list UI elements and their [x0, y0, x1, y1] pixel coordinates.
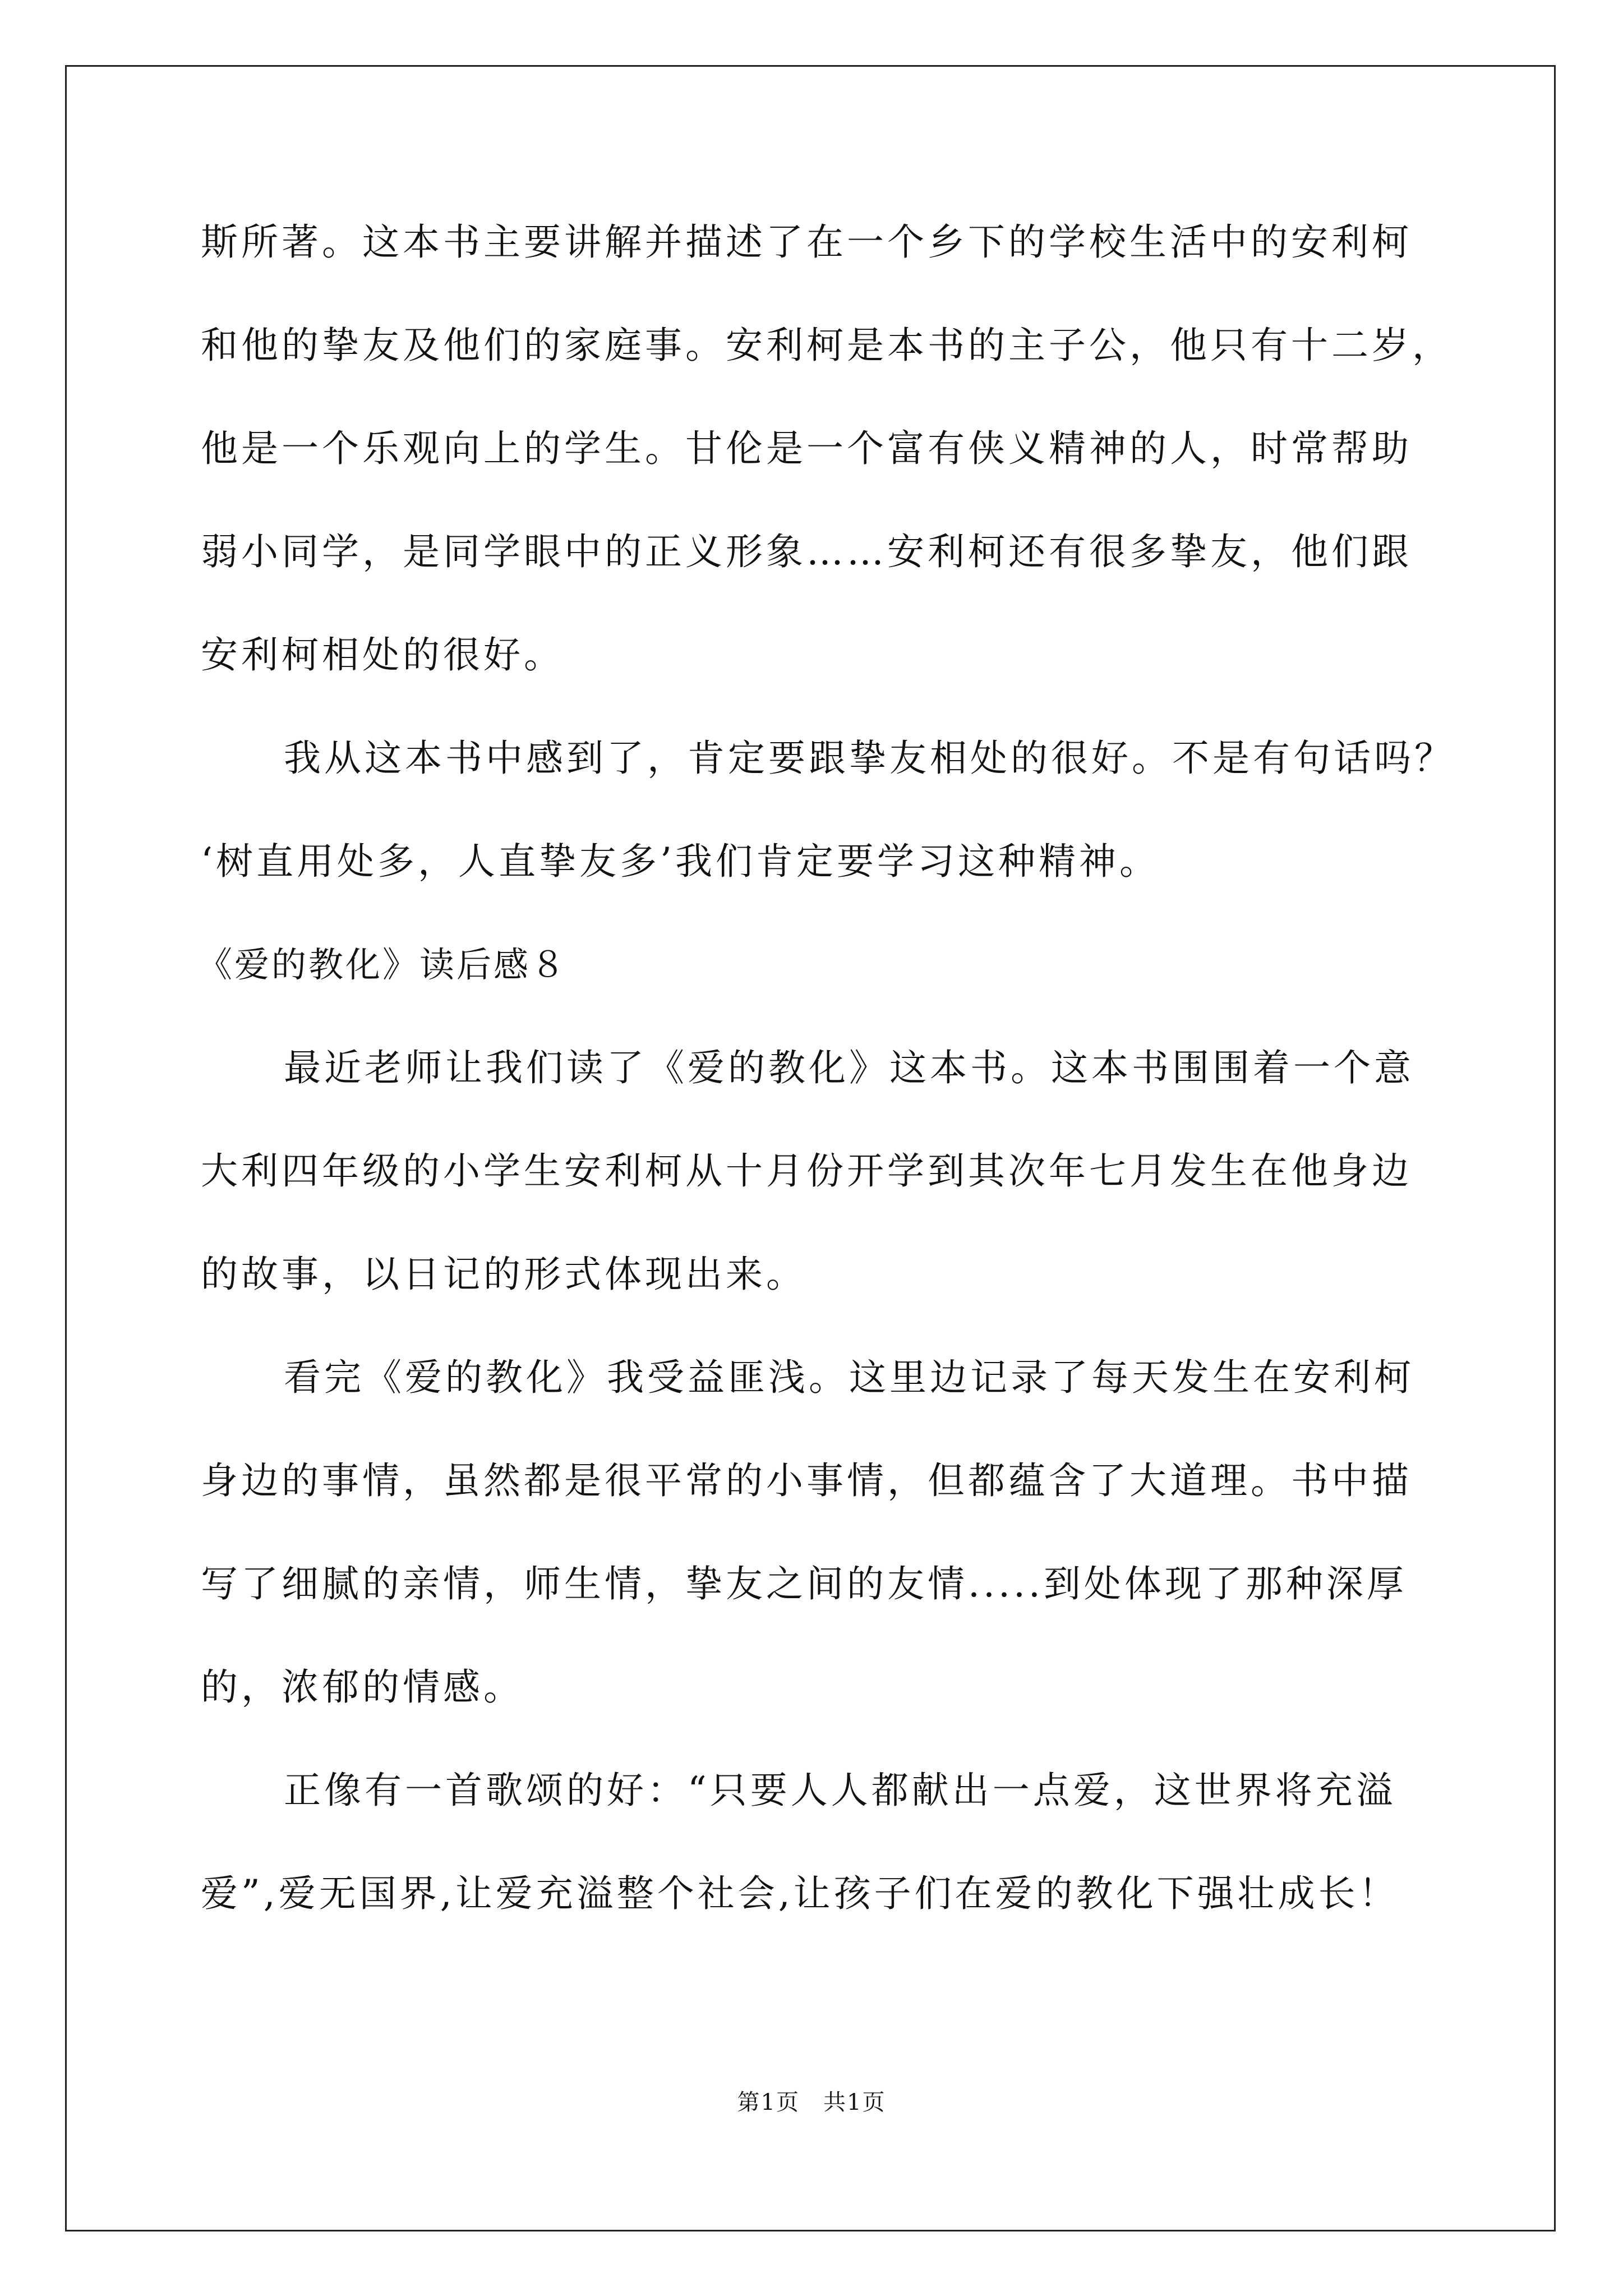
- paragraph-line: 看完《爱的教化》我受益匪浅。这里边记录了每天发生在安利柯: [284, 1356, 1414, 1399]
- page-footer: 第1页 共1页: [737, 2090, 886, 2115]
- paragraph-line: 的，浓郁的情感。: [201, 1665, 524, 1709]
- paragraph-line: 和他的挚友及他们的家庭事。安利柯是本书的主子公，他只有十二岁，: [201, 324, 1453, 367]
- paragraph-line: 最近老师让我们读了《爱的教化》这本书。这本书围围着一个意: [284, 1046, 1414, 1089]
- paragraph-line: 安利柯相处的很好。: [201, 633, 564, 677]
- paragraph-line: 大利四年级的小学生安利柯从十月份开学到其次年七月发生在他身边: [201, 1149, 1412, 1193]
- section-heading: 《爱的教化》读后感８: [197, 944, 568, 985]
- paragraph-line: 正像有一首歌颂的好：“只要人人都献出一点爱，这世界将充溢: [284, 1769, 1396, 1812]
- paragraph-line: 的故事，以日记的形式体现出来。: [201, 1253, 806, 1296]
- paragraph-line: ‘树直用处多，人直挚友多’我们肯定要学习这种精神。: [201, 840, 1160, 883]
- paragraph-line: 写了细腻的亲情，师生情，挚友之间的友情.....到处体现了那种深厚: [201, 1562, 1407, 1605]
- paragraph-line: 爱”,爱无国界,让爱充溢整个社会,让孩子们在爱的教化下强壮成长！: [201, 1872, 1399, 1915]
- paragraph-line: 斯所著。这本书主要讲解并描述了在一个乡下的学校生活中的安利柯: [201, 220, 1412, 264]
- paragraph-line: 我从这本书中感到了，肯定要跟挚友相处的很好。不是有句话吗？: [284, 737, 1455, 780]
- paragraph-line: 身边的事情，虽然都是很平常的小事情，但都蕴含了大道理。书中描: [201, 1459, 1412, 1502]
- paragraph-line: 他是一个乐观向上的学生。甘伦是一个富有侠义精神的人，时常帮助: [201, 427, 1412, 470]
- paragraph-line: 弱小同学，是同学眼中的正义形象……安利柯还有很多挚友，他们跟: [201, 530, 1412, 573]
